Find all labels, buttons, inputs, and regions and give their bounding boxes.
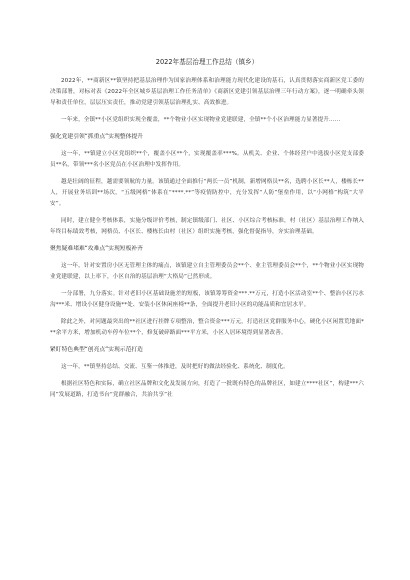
paragraph-intro: 2022年，**商新区**镇坚持把基层治理作为国家治理体系和治理能力现代化建设的基石，认真贯彻落实商新区党工委的决策部署，对标对表《2022年全区城乡基层治理工作任务清单》《商新区党建引领基层治理三年行动方案》，逐一明确牵头领导和责任单位，层层压实责任，推动党建引领基层治理扎实、高效推进。 <box>50 78 364 106</box>
section-heading-2: 聚焦疑难堵难“攻难点”实现短板补齐 <box>50 246 143 252</box>
paragraph: 越是壮阔的征程，越需要领航的力量。该镇通过全面推行“两长一员”机制，新增网格员**名，选聘小区长**人，楼栋长**人，开展业务培训**场次，“五级网格”体系在“****.**”等疫情防控中，充分发挥“人防”堡垒作用，以“小网格”构筑“大平安”。 <box>50 179 364 207</box>
paragraph: 除此之外，对问题最突出的**社区进行挂牌专项整治，整合资金***万元，打造社区党群服务中心，硬化小区闲置荒地面***余平方米，增加机动车停车位**个，修复破碎路面***平方米，小区人居环境得到显著改善。 <box>50 319 364 336</box>
section-heading-1: 强化党建引领“抓重点”实现整体提升 <box>50 134 143 140</box>
section-heading-3: 紧盯特色典型“创亮点”实现示范打造 <box>50 347 143 353</box>
paragraph-summary: 一年来，全镇**小区党组织实现全覆盖，**个物业小区实现物业党建联建，全镇**个小区治理能力显著提升…… <box>61 117 341 123</box>
paragraph: 根据社区特色和实际，确立社区品牌和文化及发展方向，打造了一批既有特色的品牌社区，如建立****社区”，构建***六同”发展道路，打造书台“党群融合，共治共享”社 <box>50 381 364 398</box>
document-title: 2022年基层治理工作总结（镇乡） <box>155 58 259 66</box>
paragraph: 这一年，**镇坚持总结、交流、互鉴一体推进，及时把好的做法经验化、系统化、制度化。 <box>61 364 289 370</box>
paragraph: 这一年，针对安置房小区无管理主体的痛点，该镇建立自主管理委员会**个、业主管理委员会**个，**个物业小区实现物业党建联建，以上率下，小区自治的基层治理“大格局”已然形成。 <box>50 263 364 280</box>
paragraph: 一分部署，九分落实。针对老旧小区基础设施差的短板，该镇筹筹资金***.**万元，打造小区活动室**个、整治小区污水沟***米、增设小区健身设施**处、安装小区休闲座椅**条，全面提升老旧小区的功能品质和宜居水平。 <box>50 291 364 308</box>
paragraph: 这一年，**镇建立小区党组织**个，覆盖小区**个，实现覆盖率***%。从机关、企业、个体经营户中选拔小区党支部委员**名，带领***名小区党员在小区治理中发挥作用。 <box>50 151 364 168</box>
paragraph: 同时，建立健全考核体系，实施分级评价考核，制定镇级部门、社区、小区综合考核标准，村（社区）基层治理工作纳入年终目标绩效考核，网格员、小区长、楼栋长由村（社区）组织实施考核，强化督促指导，夯实治理基础。 <box>50 218 364 235</box>
